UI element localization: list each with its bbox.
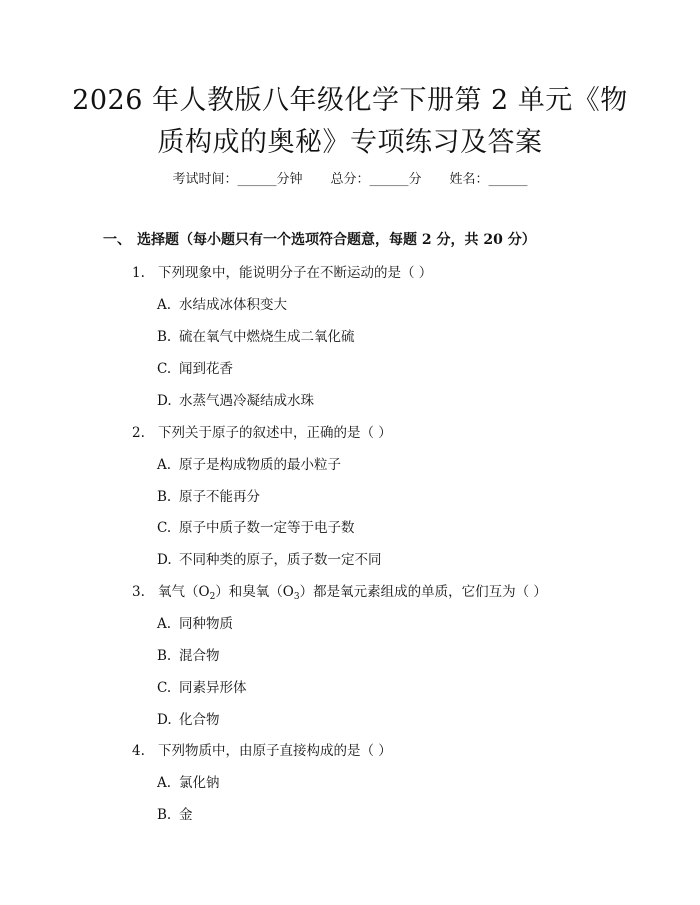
option-3a	[157, 612, 233, 632]
option-text: 原子中质子数一定等于电子数	[179, 520, 355, 536]
section-number: 一、	[103, 232, 131, 248]
option-text: 原子是构成物质的最小粒子	[179, 457, 341, 473]
option-text: 同种物质	[179, 616, 233, 632]
option-letter: B.	[157, 489, 172, 505]
option-letter: D.	[157, 712, 172, 728]
title-line-2: 质构成的奥秘》专项练习及答案	[157, 127, 543, 158]
option-letter: B.	[157, 648, 172, 664]
option-text: 硫在氧气中燃烧生成二氧化硫	[179, 329, 355, 345]
option-2d	[157, 548, 382, 568]
option-1c	[157, 357, 233, 377]
option-text: 闻到花香	[179, 361, 233, 377]
student-name-blank: ______	[488, 172, 528, 187]
option-letter: D.	[157, 552, 172, 568]
exam-time-unit: 分钟	[276, 172, 303, 187]
option-4a	[157, 771, 220, 791]
option-3b	[157, 644, 220, 664]
option-3c	[157, 676, 247, 696]
question-3	[132, 580, 547, 602]
option-text: 不同种类的原子，质子数一定不同	[179, 552, 382, 568]
question-text-part-c: ）都是氧元素组成的单质，它们互为（ ）	[299, 584, 547, 600]
question-2	[132, 421, 392, 441]
option-text: 混合物	[179, 648, 220, 664]
option-letter: A.	[157, 775, 172, 791]
option-text: 同素异形体	[179, 680, 247, 696]
option-4b	[157, 803, 193, 823]
total-score-blank: ______	[369, 172, 409, 187]
option-1d	[157, 389, 314, 409]
option-2c	[157, 516, 355, 536]
option-text: 水蒸气遇冷凝结成水珠	[179, 393, 314, 409]
option-letter: D.	[157, 393, 172, 409]
section-title: 选择题（每小题只有一个选项符合题意，每题 2 分，共 20 分）	[137, 232, 536, 248]
option-1b	[157, 325, 355, 345]
question-text-part-a: 氧气（O	[158, 584, 210, 600]
option-2a	[157, 453, 341, 473]
option-letter: C.	[157, 680, 172, 696]
option-text: 氯化钠	[179, 775, 220, 791]
question-text: 下列现象中，能说明分子在不断运动的是（ ）	[158, 265, 433, 281]
question-text-part-b: ）和臭氧（O	[215, 584, 294, 600]
option-text: 化合物	[179, 712, 220, 728]
question-number: 3.	[132, 584, 145, 600]
option-letter: B.	[157, 807, 172, 823]
question-1	[132, 261, 432, 281]
total-score-label: 总分：	[330, 172, 370, 187]
option-letter: A.	[157, 297, 172, 313]
option-text: 原子不能再分	[179, 489, 260, 505]
option-letter: C.	[157, 361, 172, 377]
subscript-2: 2	[209, 592, 216, 602]
option-text: 水结成冰体积变大	[179, 297, 287, 313]
option-2b	[157, 485, 260, 505]
option-letter: A.	[157, 457, 172, 473]
section-heading	[103, 229, 536, 249]
question-number: 2.	[132, 425, 145, 441]
subscript-3: 3	[293, 592, 300, 602]
question-number: 4.	[132, 743, 145, 759]
total-score-unit: 分	[408, 172, 422, 187]
option-3d	[157, 708, 220, 728]
exam-info-row	[0, 168, 700, 187]
student-name-label: 姓名：	[449, 172, 489, 187]
question-text: 下列关于原子的叙述中，正确的是（ ）	[158, 425, 392, 441]
option-text: 金	[179, 807, 193, 823]
option-letter: C.	[157, 520, 172, 536]
title-line-1: 2026 年人教版八年级化学下册第 2 单元《物	[72, 85, 628, 116]
question-number: 1.	[132, 265, 145, 281]
option-letter: B.	[157, 329, 172, 345]
exam-time-blank: ______	[237, 172, 277, 187]
question-4	[132, 739, 392, 759]
exam-time-label: 考试时间：	[172, 172, 238, 187]
option-letter: A.	[157, 616, 172, 632]
option-1a	[157, 293, 287, 313]
page-title	[60, 80, 640, 164]
question-text: 下列物质中，由原子直接构成的是（ ）	[158, 743, 392, 759]
